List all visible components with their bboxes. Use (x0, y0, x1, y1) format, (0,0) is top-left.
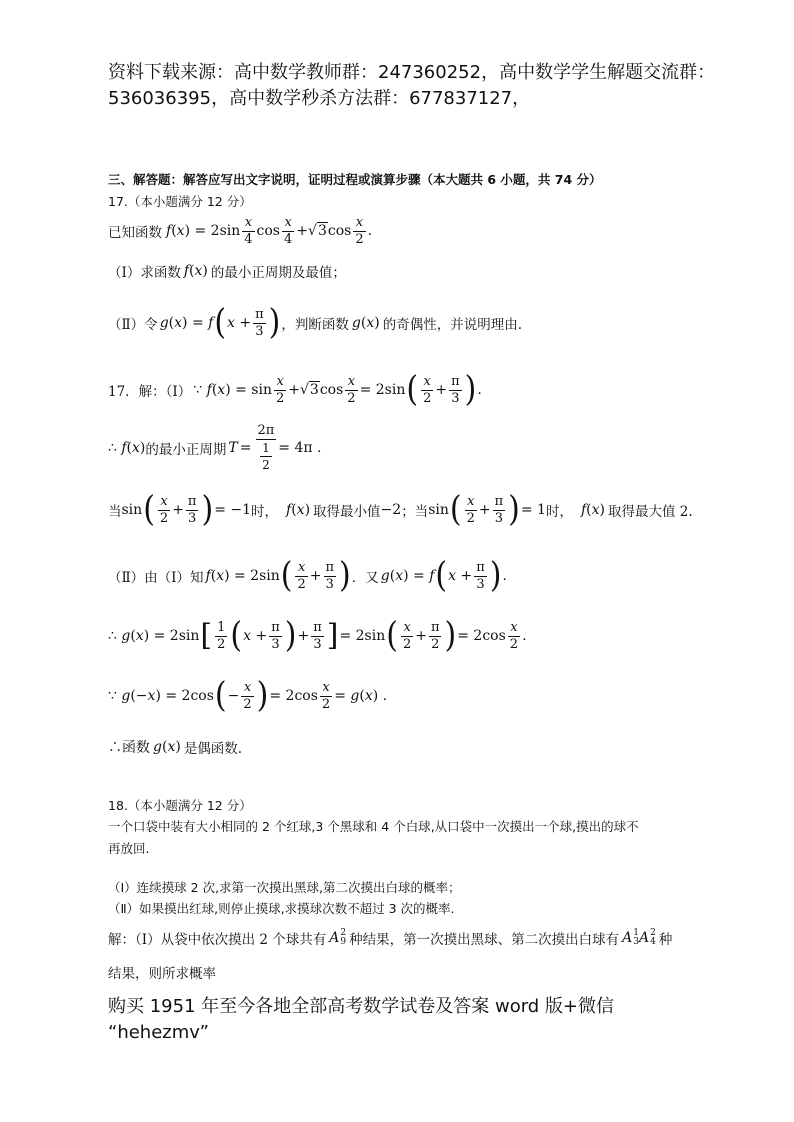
q17-part2-tail: ，判断函数 (281, 317, 349, 333)
q17-p2-prefix: （Ⅱ）由（Ⅰ）知 (108, 570, 204, 586)
q18-sol-line2: 结果，则所求概率 (108, 966, 216, 982)
q17-p2-also: ．又 (351, 570, 379, 586)
q17-period-text: 的最小正周期 (145, 442, 227, 458)
q17-sol-part2: （Ⅱ）由（Ⅰ）知 f(x) = 2sin ( $\frac{x}{2}$ + $\frac{\pi}{3}$ ) ．又 g(x) = f ( x + $\frac{\pi}{3}$ ) . (108, 555, 507, 596)
q17-even-text: 是偶函数. (183, 741, 243, 757)
footer-line-2: “hehezmv” (108, 1022, 209, 1043)
q17-part1-tail: 的最小正周期及最值； (210, 265, 346, 281)
q18-sol-line1: 解：（Ⅰ）从袋中依次摸出 2 个球共有 A 2 9 种结果，第一次摸出黑球、第二次摸出白球有 A 1 3 A 2 4 种 (108, 928, 673, 948)
q18-stem-line2: 再放回. (108, 841, 150, 856)
q18-sol1: 解：（Ⅰ）从袋中依次摸出 2 个球共有 (108, 932, 327, 948)
q17-min-val: −2 (380, 502, 402, 518)
q17-title: 17.（本小题满分 12 分） (108, 194, 252, 209)
header-line-2: 536036395，高中数学秒杀方法群：677837127， (108, 88, 531, 109)
q17-sol-extrema: 当 sin ( $\frac{x}{2}$ + $\frac{\pi}{3}$ ) = −1 时， f(x) 取得最小值 −2 ；当 sin ( $\frac{x}{2}$ + $\frac{\pi}{3}$ ) = 1 时， f(x) 取得最大值 2. (108, 489, 693, 530)
q17-when-max-tail: 时， (545, 504, 573, 520)
q17-sol-conclusion: ∴函数 g(x) 是偶函数. (108, 739, 243, 757)
q17-sol-g-neg: ∵ g(−x) = 2cos ( − $\frac{x}{2}$ ) = 2cos $\frac{x}{2}$ = g(x) . (108, 675, 388, 716)
q17-max-text: 取得最大值 2. (608, 504, 693, 520)
q17-sol-line1: 17．解：（Ⅰ） ∵ f(x) = sin $\frac{x}{2}$ + √3 cos $\frac{x}{2}$ = 2sin ( $\frac{x}{2}$ + $\frac{\pi}{3}$ ) . (108, 369, 482, 410)
q17-part2-end: 的奇偶性，并说明理由. (382, 317, 522, 333)
q17-given: 已知函数 f(x) = 2sin $\frac{x}{4}$ cos $\frac{x}{4}$ + √3 cos $\frac{x}{2}$ . (108, 214, 373, 247)
q17-sol-period: ∴ f(x) 的最小正周期 T = $\frac{2\pi}{\frac{1}{2}}$ = 4π . (108, 423, 322, 472)
q18-sol1-mid: 种结果，第一次摸出黑球、第二次摸出白球有 (349, 932, 620, 948)
header-line-1: 资料下载来源：高中数学教师群：247360252，高中数学学生解题交流群： (108, 62, 716, 83)
q18-stem-line1: 一个口袋中装有大小相同的 2 个红球,3 个黑球和 4 个白球,从口袋中一次摸出一个球,摸出的球不 (108, 819, 639, 834)
section-title: 三、解答题：解答应写出文字说明，证明过程或演算步骤（本大题共 6 小题，共 74 分） (108, 172, 602, 187)
q17-part2: （Ⅱ）令 g(x) = f ( x + $\frac{\pi}{3}$ ) ，判断函数 g(x) 的奇偶性，并说明理由. (108, 302, 522, 343)
q17-semicolon: ；当 (401, 504, 429, 520)
q18-part1: （Ⅰ）连续摸球 2 次,求第一次摸出黑球,第二次摸出白球的概率； (108, 880, 461, 895)
footer-line-1: 购买 1951 年至今各地全部高考数学试卷及答案 word 版+微信 (108, 996, 615, 1017)
q17-part2-label: （Ⅱ）令 (108, 317, 158, 333)
q17-part1: （Ⅰ）求函数 f(x) 的最小正周期及最值； (108, 263, 346, 281)
q17-sol-prefix: 17．解：（Ⅰ） (108, 384, 192, 400)
q18-part2: （Ⅱ）如果摸出红球,则停止摸球,求摸球次数不超过 3 次的概率. (108, 901, 455, 916)
q17-when-min-tail: 时， (251, 504, 279, 520)
q17-when: 当 (108, 504, 122, 520)
q18-title: 18.（本小题满分 12 分） (108, 798, 252, 813)
q17-min-text: 取得最小值 (313, 504, 381, 520)
q17-sol-gx: ∴ g(x) = 2sin [ $\frac{1}{2}$ ( x + $\frac{\pi}{3}$ ) + $\frac{\pi}{3}$ ] = 2sin ( $\frac{x}{2}$ + $\frac{\pi}{2}$ ) = 2cos $\frac{x}{2}$ . (108, 615, 527, 656)
q17-part1-label: （Ⅰ）求函数 (108, 265, 181, 281)
q18-sol1-end: 种 (658, 932, 673, 948)
q17-given-prefix: 已知函数 (108, 225, 162, 241)
